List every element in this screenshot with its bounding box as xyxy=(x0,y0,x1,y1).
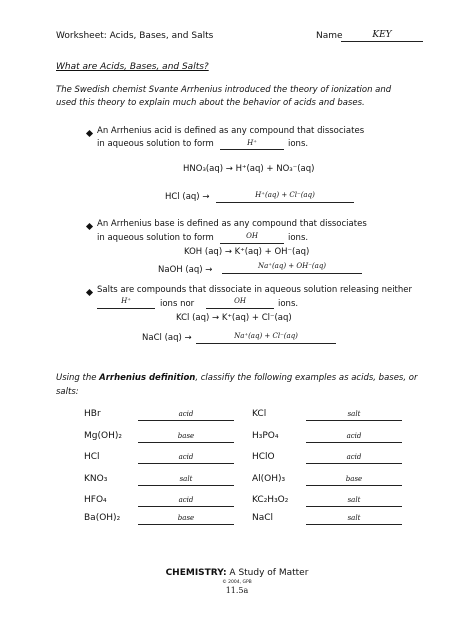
classify-right-answer: acid xyxy=(346,432,362,440)
acid-equation-1: HNO₃(aq) → H⁺(aq) + NO₃⁻(aq) xyxy=(183,164,315,174)
classify-instructions-emphasis: Arrhenius definition xyxy=(99,373,196,383)
classify-left-answer: salt xyxy=(179,475,193,483)
salt-ion-answer-1: H⁺ xyxy=(121,297,131,305)
acid-def-line-2b: ions. xyxy=(288,139,309,149)
intro-line-1: The Swedish chemist Svante Arrhenius introduced the theory of ionization and xyxy=(56,85,392,95)
worksheet-title: Worksheet: Acids, Bases, and Salts xyxy=(56,31,214,41)
classify-right-answer-blank xyxy=(306,506,402,507)
salt-def-line-2-mid: ions nor xyxy=(160,299,195,309)
name-label: Name xyxy=(316,31,343,41)
classify-left-answer-blank xyxy=(138,442,234,443)
base-bullet xyxy=(86,223,93,230)
classify-left-compound: HBr xyxy=(84,409,101,419)
classify-right-compound: KCl xyxy=(252,409,267,419)
base-ion-answer: OH xyxy=(246,232,258,240)
footer-brand: CHEMISTRY: A Study of Matter xyxy=(165,568,309,578)
classify-right-answer: salt xyxy=(347,514,361,522)
classify-instructions-line-1: Using the Arrhenius definition, classifiy the following examples as acids, bases, or xyxy=(56,373,418,383)
salt-equation-2-left: NaCl (aq) → xyxy=(142,333,192,343)
salt-bullet xyxy=(86,289,93,296)
classify-left-answer-blank xyxy=(138,420,234,421)
classify-left-answer: base xyxy=(177,514,195,522)
classify-left-compound: KNO₃ xyxy=(84,474,108,484)
base-equation-1: KOH (aq) → K⁺(aq) + OH⁻(aq) xyxy=(184,247,310,257)
base-def-line-2b: ions. xyxy=(288,233,309,243)
salt-ion-answer-2: OH xyxy=(234,297,246,305)
classify-right-answer: salt xyxy=(347,496,361,504)
classify-right-answer-blank xyxy=(306,485,402,486)
classify-instructions-line-2: salts: xyxy=(56,387,79,397)
footer-copyright: © 2004, GPB xyxy=(222,580,252,585)
base-ion-blank xyxy=(220,243,284,244)
classify-left-compound: Ba(OH)₂ xyxy=(84,513,121,523)
salt-equation-2-blank xyxy=(196,343,336,344)
acid-ion-blank xyxy=(220,149,284,150)
salt-def-line-2b: ions. xyxy=(278,299,299,309)
salt-ion-blank-1 xyxy=(97,308,155,309)
base-equation-2-left: NaOH (aq) → xyxy=(158,265,213,275)
base-equation-2-blank xyxy=(222,273,362,274)
classify-right-answer: acid xyxy=(346,453,362,461)
acid-def-line-1: An Arrhenius acid is defined as any compound that dissociates xyxy=(97,126,365,136)
acid-equation-2-answer: H⁺(aq) + Cl⁻(aq) xyxy=(255,191,315,199)
footer-page-number: 11.5a xyxy=(225,586,249,595)
classify-right-answer: base xyxy=(345,475,363,483)
classify-left-answer-blank xyxy=(138,524,234,525)
classify-left-answer: acid xyxy=(178,496,194,504)
classify-left-answer-blank xyxy=(138,485,234,486)
salt-equation-2-answer: Na⁺(aq) + Cl⁻(aq) xyxy=(234,332,298,340)
acid-def-line-2a: in aqueous solution to form xyxy=(97,139,214,149)
base-def-line-2a: in aqueous solution to form xyxy=(97,233,214,243)
name-underline xyxy=(341,41,423,42)
name-value: KEY xyxy=(372,30,392,40)
acid-equation-2-blank xyxy=(216,202,354,203)
classify-left-compound: Mg(OH)₂ xyxy=(84,431,122,441)
classify-left-compound: HCl xyxy=(84,452,100,462)
base-def-line-1: An Arrhenius base is defined as any compound that dissociates xyxy=(97,219,367,229)
classify-right-answer-blank xyxy=(306,442,402,443)
acid-bullet xyxy=(86,130,93,137)
section-title: What are Acids, Bases, and Salts? xyxy=(56,62,209,72)
classify-right-answer: salt xyxy=(347,410,361,418)
classify-left-answer-blank xyxy=(138,506,234,507)
classify-left-answer: acid xyxy=(178,453,194,461)
classify-right-compound: H₃PO₄ xyxy=(252,431,279,441)
intro-line-2: used this theory to explain much about the behavior of acids and bases. xyxy=(56,98,365,108)
classify-left-answer-blank xyxy=(138,463,234,464)
classify-right-answer-blank xyxy=(306,524,402,525)
acid-equation-2-left: HCl (aq) → xyxy=(165,192,210,202)
classify-right-answer-blank xyxy=(306,420,402,421)
classify-right-compound: KC₂H₃O₂ xyxy=(252,495,289,505)
salt-equation-1: KCl (aq) → K⁺(aq) + Cl⁻(aq) xyxy=(176,313,292,323)
classify-right-compound: HClO xyxy=(252,452,275,462)
classify-right-compound: Al(OH)₃ xyxy=(252,474,286,484)
classify-left-answer: base xyxy=(177,432,195,440)
classify-left-answer: acid xyxy=(178,410,194,418)
classify-right-answer-blank xyxy=(306,463,402,464)
classify-right-compound: NaCl xyxy=(252,513,274,523)
salt-ion-blank-2 xyxy=(206,308,274,309)
acid-ion-answer: H⁺ xyxy=(247,139,257,147)
salt-def-line-1: Salts are compounds that dissociate in aqueous solution releasing neither xyxy=(97,285,412,295)
base-equation-2-answer: Na⁺(aq) + OH⁻(aq) xyxy=(257,262,327,270)
classify-left-compound: HFO₄ xyxy=(84,495,107,505)
